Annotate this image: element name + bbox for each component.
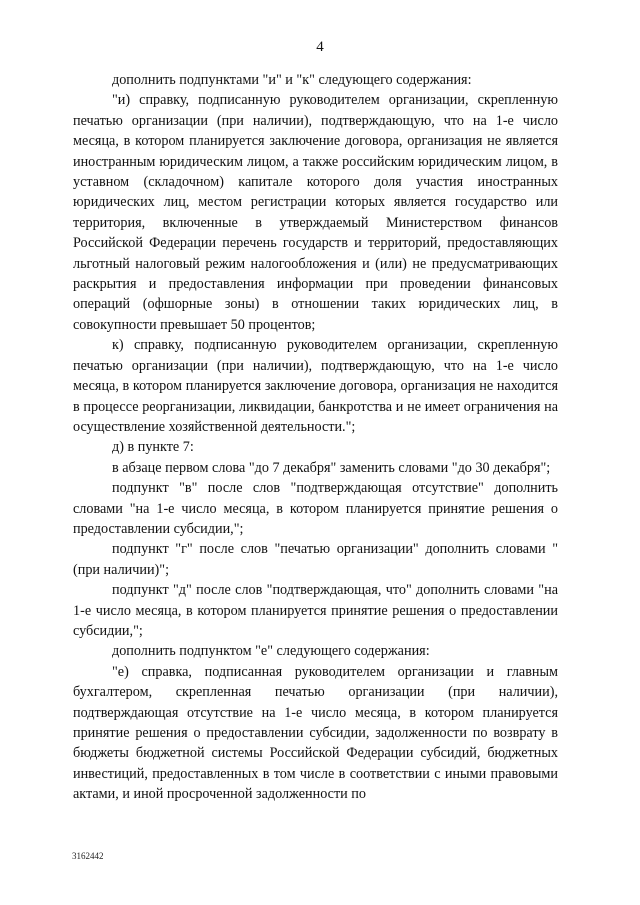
- paragraph-subitem-d: подпункт "д" после слов "подтверждающая, что" дополнить словами "на 1-е число месяца, в котором планируется принятие решения о предоставлении субсидии,";: [73, 582, 558, 639]
- page-number: 4: [316, 39, 324, 55]
- paragraph-intro-e: дополнить подпунктом "е" следующего содержания:: [112, 643, 430, 660]
- paragraph-subitem-e: "е) справка, подписанная руководителем организации и главным бухгалтером, скрепленная печатью организации (при наличии), подтверждающая отсутствие на 1-е число месяца, в котором планируется принятие решения о предоставлении субсидии, задолженности по возврату в бюджеты бюджетной системы Российской Федерации субсидий, бюджетных инвестиций, предоставленных в том числе в соответствии с иными правовыми актами, и иной просроченной задолженности по: [73, 663, 558, 803]
- paragraph-subitem-i: "и) справку, подписанную руководителем организации, скрепленную печатью организации (при наличии), подтверждающую, что на 1-е число месяца, в котором планируется заключение договора, организация не является иностранным юридическим лицом, а также российским юридическим лицом, в уставном (складочном) капитале которого доля участия иностранных юридических лиц, местом регистрации которых является государство или территория, включенные в утверждаемый Министерством финансов Российской Федерации перечень государств и территорий, предоставляющих льготный налоговый режим налогообложения и (или) не предусматривающих раскрытия и предоставления информации при проведении финансовых операций (офшорные зоны) в отношении таких юридических лиц, в совокупности превышает 50 процентов;: [73, 92, 558, 333]
- paragraph-item-d: д) в пункте 7:: [112, 439, 194, 456]
- paragraph-subitem-g: подпункт "г" после слов "печатью организации" дополнить словами "(при наличии)";: [73, 541, 558, 578]
- document-code: 3162442: [72, 851, 104, 861]
- document-body: [73, 70, 558, 805]
- paragraph-first-abzac: в абзаце первом слова "до 7 декабря" заменить словами "до 30 декабря";: [112, 459, 551, 476]
- paragraph-subitem-k: к) справку, подписанную руководителем организации, скрепленную печатью организации (при наличии), подтверждающую, что на 1-е число месяца, в котором планируется заключение договора, организация не находится в процессе реорганизации, ликвидации, банкротства и не имеет ограничения на осуществление хозяйственной деятельности.";: [73, 337, 558, 435]
- paragraph-intro-i-k: дополнить подпунктами "и" и "к" следующего содержания:: [112, 72, 472, 88]
- paragraph-subitem-v: подпункт "в" после слов "подтверждающая отсутствие" дополнить словами "на 1-е число месяца, в котором планируется принятие решения о предоставлении субсидии,";: [73, 480, 558, 537]
